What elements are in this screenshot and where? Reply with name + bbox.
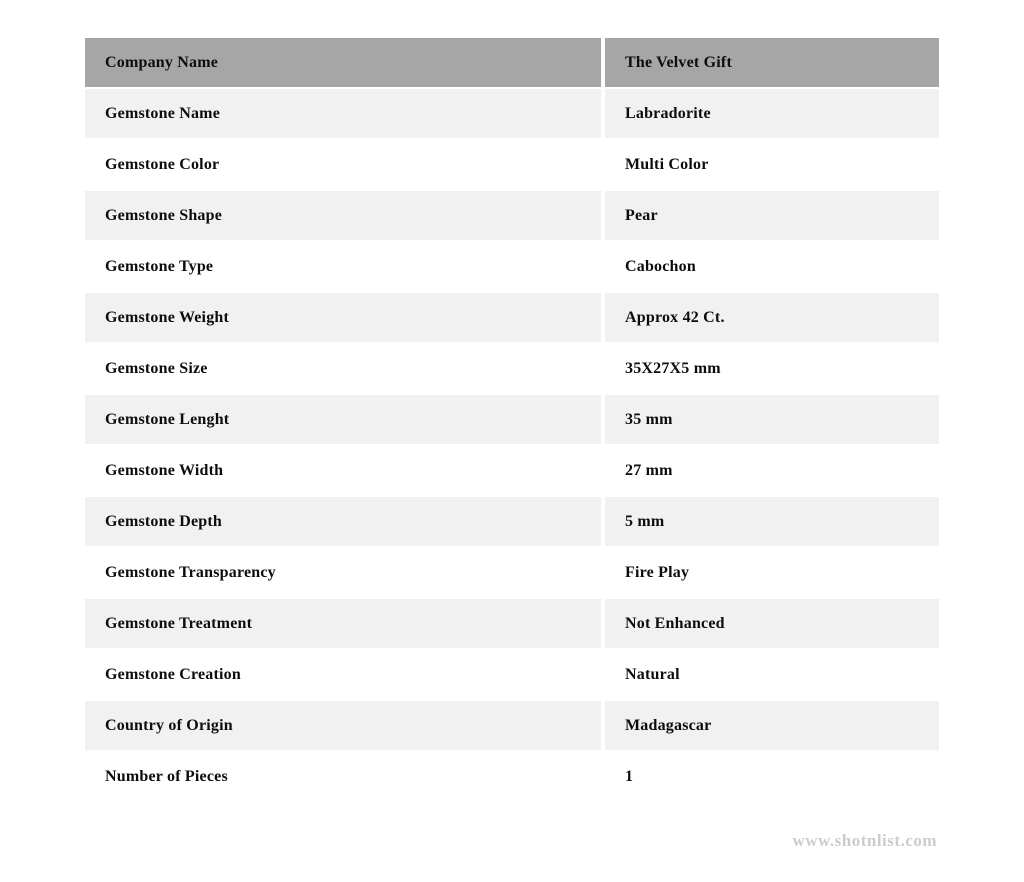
row-value-cell: Pear — [605, 191, 939, 240]
table-row — [85, 89, 939, 138]
header-value-cell: The Velvet Gift — [605, 38, 939, 87]
table-row — [85, 140, 939, 189]
row-label-cell: Gemstone Shape — [85, 191, 601, 240]
row-value-cell: Labradorite — [605, 89, 939, 138]
table-body — [85, 89, 939, 801]
row-value-cell: Fire Play — [605, 548, 939, 597]
row-label-cell: Country of Origin — [85, 701, 601, 750]
row-label-cell: Gemstone Transparency — [85, 548, 601, 597]
gemstone-spec-table — [85, 38, 939, 803]
table-row — [85, 497, 939, 546]
table-header-row — [85, 38, 939, 87]
row-value-cell: 35X27X5 mm — [605, 344, 939, 393]
row-value-cell: Approx 42 Ct. — [605, 293, 939, 342]
row-label-cell: Gemstone Name — [85, 89, 601, 138]
row-label-cell: Number of Pieces — [85, 752, 601, 801]
row-value-cell: Natural — [605, 650, 939, 699]
header-label-cell: Company Name — [85, 38, 601, 87]
table-row — [85, 752, 939, 801]
row-label-cell: Gemstone Depth — [85, 497, 601, 546]
table-row — [85, 293, 939, 342]
row-label-cell: Gemstone Creation — [85, 650, 601, 699]
table-row — [85, 599, 939, 648]
table-row — [85, 548, 939, 597]
table-row — [85, 650, 939, 699]
table-row — [85, 242, 939, 291]
row-label-cell: Gemstone Lenght — [85, 395, 601, 444]
table-row — [85, 446, 939, 495]
table-row — [85, 344, 939, 393]
row-value-cell: Not Enhanced — [605, 599, 939, 648]
row-value-cell: Cabochon — [605, 242, 939, 291]
row-label-cell: Gemstone Width — [85, 446, 601, 495]
row-label-cell: Gemstone Weight — [85, 293, 601, 342]
row-label-cell: Gemstone Color — [85, 140, 601, 189]
table-row — [85, 395, 939, 444]
row-value-cell: Multi Color — [605, 140, 939, 189]
row-label-cell: Gemstone Type — [85, 242, 601, 291]
row-value-cell: 35 mm — [605, 395, 939, 444]
watermark-text: www.shotnlist.com — [792, 831, 937, 850]
row-label-cell: Gemstone Size — [85, 344, 601, 393]
row-value-cell: 1 — [605, 752, 939, 801]
table-row — [85, 191, 939, 240]
row-value-cell: 5 mm — [605, 497, 939, 546]
row-label-cell: Gemstone Treatment — [85, 599, 601, 648]
table-row — [85, 701, 939, 750]
row-value-cell: 27 mm — [605, 446, 939, 495]
row-value-cell: Madagascar — [605, 701, 939, 750]
